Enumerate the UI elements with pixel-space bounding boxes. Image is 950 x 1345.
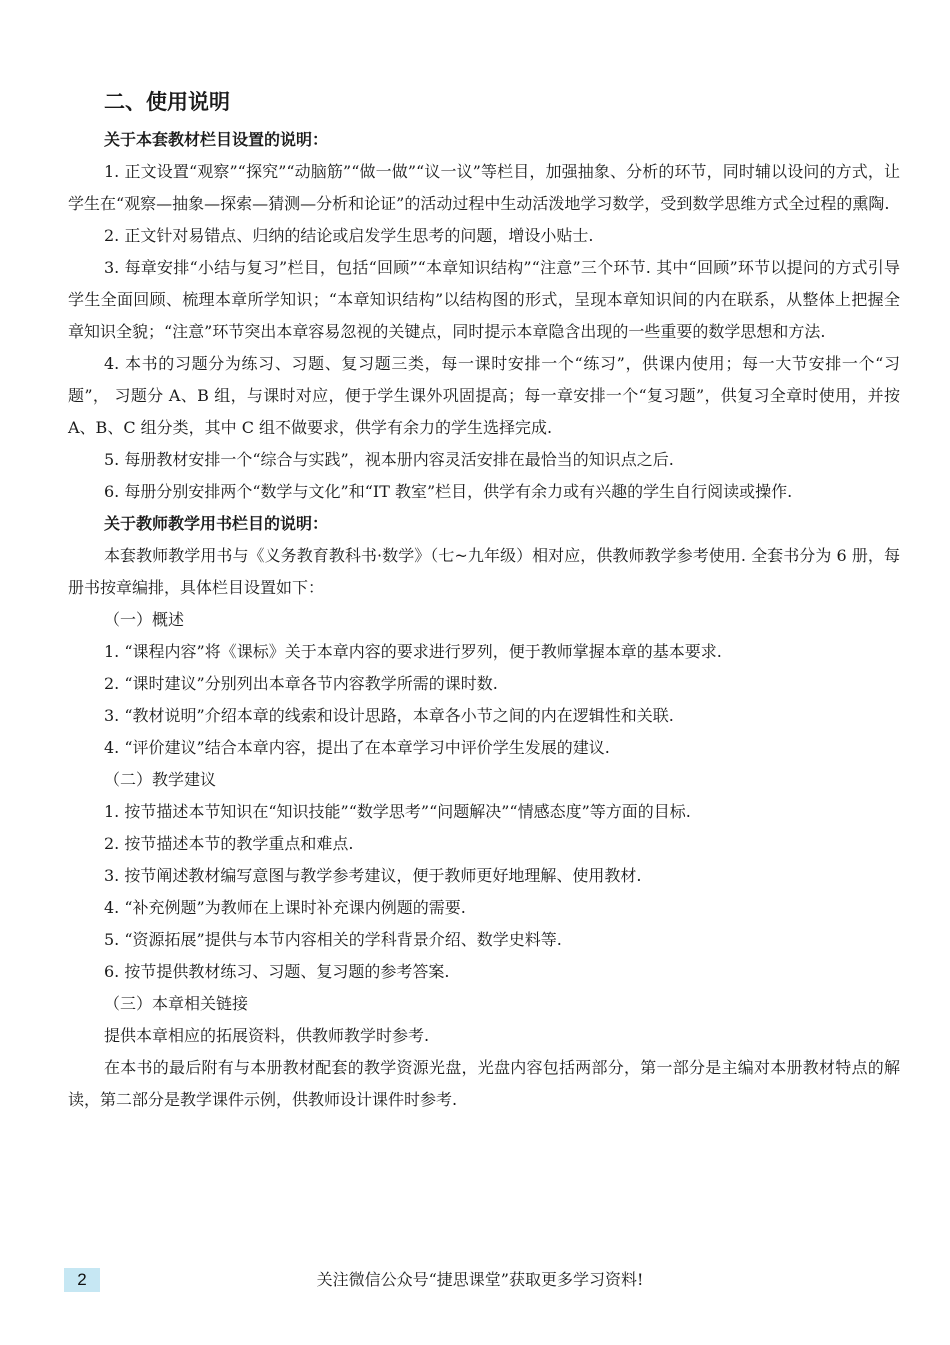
- teacher-subheading: 关于教师教学用书栏目的说明：: [104, 514, 329, 533]
- part1-item-1: 1. “课程内容”将《课标》关于本章内容的要求进行罗列，便于教师掌握本章的基本要求.: [104, 642, 722, 661]
- part3-item-1: 提供本章相应的拓展资料，供教师教学时参考.: [104, 1026, 430, 1045]
- section-title: 二、使用说明: [104, 90, 230, 114]
- textbook-paragraph-3: 3. 每章安排“小结与复习”栏目，包括“回顾”“本章知识结构”“注意”三个环节. 其中“回顾”环节以提问的方式引导学生全面回顾、梳理本章所学知识；“本章知识结构”以结构图的形式，呈现本章知识间的内在联系，从整体上把握全章知识全貌；“注意”环节突出本章容易忽视的关键点，同时提示本章隐含出现的一些重要的数学思想和方法.: [68, 258, 900, 341]
- teacher-intro: 本套教师教学用书与《义务教育教科书·数学》（七~九年级）相对应，供教师教学参考使用. 全套书分为 6 册，每册书按章编排，具体栏目设置如下：: [68, 546, 900, 597]
- part2-item-4: 4. “补充例题”为教师在上课时补充课内例题的需要.: [104, 898, 466, 917]
- page-number: 2: [64, 1268, 100, 1292]
- textbook-paragraph-5: 5. 每册教材安排一个“综合与实践”，视本册内容灵活安排在最恰当的知识点之后.: [104, 450, 674, 469]
- footer-note: 关注微信公众号“捷思课堂”获取更多学习资料!: [316, 1270, 644, 1289]
- closing-paragraph: 在本书的最后附有与本册教材配套的教学资源光盘，光盘内容包括两部分，第一部分是主编对本册教材特点的解读，第二部分是教学课件示例，供教师设计课件时参考.: [68, 1058, 900, 1109]
- part1-heading: （一）概述: [104, 610, 185, 629]
- part2-item-5: 5. “资源拓展”提供与本节内容相关的学科背景介绍、数学史料等.: [104, 930, 562, 949]
- textbook-paragraph-6: 6. 每册分别安排两个“数学与文化”和“IT 教室”栏目，供学有余力或有兴趣的学生自行阅读或操作.: [104, 482, 793, 501]
- textbook-paragraph-2: 2. 正文针对易错点、归纳的结论或启发学生思考的问题，增设小贴士.: [104, 226, 594, 245]
- part3-heading: （三）本章相关链接: [104, 994, 249, 1013]
- part1-item-3: 3. “教材说明”介绍本章的线索和设计思路，本章各小节之间的内在逻辑性和关联.: [104, 706, 674, 725]
- page-footer: [0, 1268, 950, 1294]
- part2-item-2: 2. 按节描述本节的教学重点和难点.: [104, 834, 354, 853]
- part2-heading: （二）教学建议: [104, 770, 217, 789]
- part1-item-2: 2. “课时建议”分别列出本章各节内容教学所需的课时数.: [104, 674, 498, 693]
- part2-item-1: 1. 按节描述本节知识在“知识技能”“数学思考”“问题解决”“情感态度”等方面的目标.: [104, 802, 691, 821]
- textbook-paragraph-1: 1. 正文设置“观察”“探究”“动脑筋”“做一做”“议一议”等栏目，加强抽象、分析的环节，同时辅以设问的方式，让学生在“观察—抽象—探索—猜测—分析和论证”的活动过程中生动活泼地学习数学，受到数学思维方式全过程的熏陶.: [68, 162, 900, 213]
- part1-item-4: 4. “评价建议”结合本章内容，提出了在本章学习中评价学生发展的建议.: [104, 738, 610, 757]
- textbook-subheading: 关于本套教材栏目设置的说明：: [104, 130, 329, 149]
- part2-item-6: 6. 按节提供教材练习、习题、复习题的参考答案.: [104, 962, 450, 981]
- document-body: [68, 86, 900, 1116]
- part2-item-3: 3. 按节阐述教材编写意图与教学参考建议，便于教师更好地理解、使用教材.: [104, 866, 642, 885]
- textbook-paragraph-4: 4. 本书的习题分为练习、习题、复习题三类，每一课时安排一个“练习”，供课内使用；每一大节安排一个“习题”， 习题分 A、B 组，与课时对应，便于学生课外巩固提高；每一章安排一个“复习题”，供复习全章时使用，并按 A、B、C 组分类，其中 C 组不做要求，供学有余力的学生选择完成.: [68, 354, 900, 437]
